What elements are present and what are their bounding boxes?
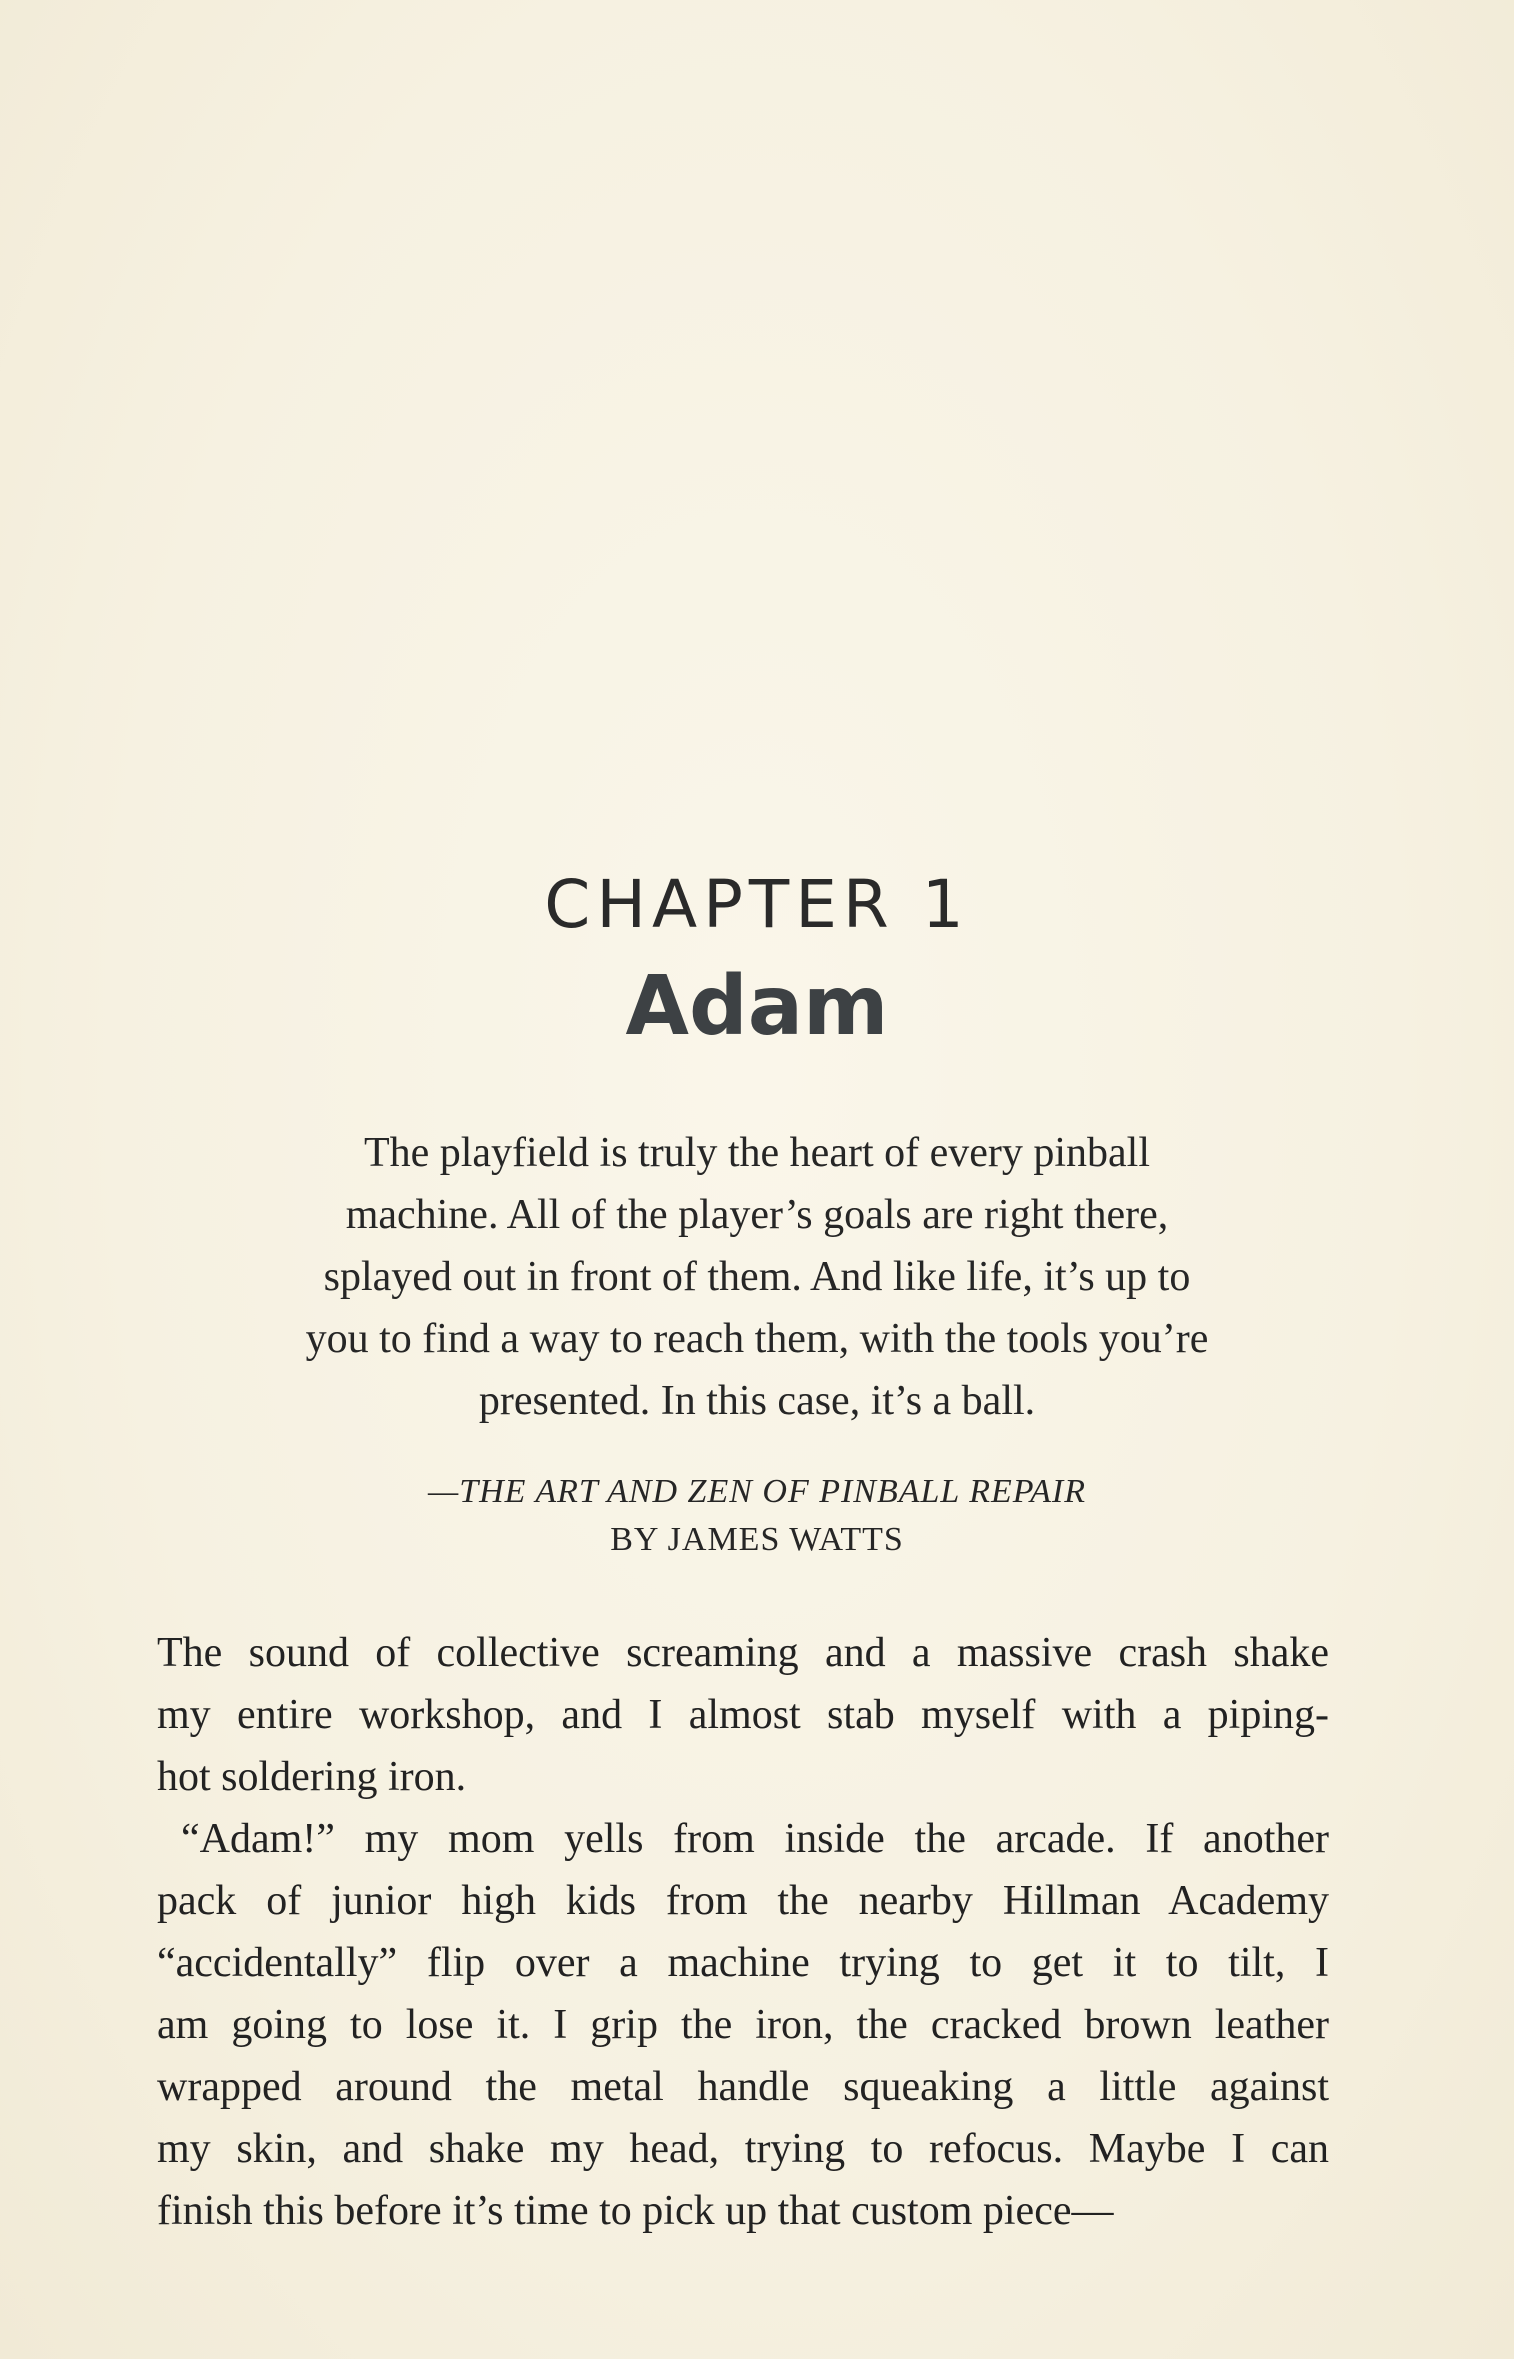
epigraph-attribution: [0, 1468, 1514, 1564]
epigraph-line: you to find a way to reach them, with the tools you’re: [305, 1316, 1209, 1362]
body-line: “Adam!” my mom yells from inside the arcade. If another: [181, 1816, 1329, 1862]
epigraph-source-title: —THE ART AND ZEN OF PINBALL REPAIR: [427, 1473, 1087, 1510]
body-line: pack of junior high kids from the nearby Hillman Academy: [157, 1878, 1329, 1924]
epigraph-source-author: BY JAMES WATTS: [610, 1521, 904, 1558]
body-line: finish this before it’s time to pick up that custom piece—: [157, 2188, 1114, 2234]
chapter-number: CHAPTER 1: [544, 866, 970, 943]
epigraph-line: machine. All of the player’s goals are right there,: [345, 1192, 1169, 1238]
chapter-title: Adam: [625, 959, 889, 1054]
body-line: hot soldering iron.: [157, 1754, 467, 1800]
body-line: am going to lose it. I grip the iron, the cracked brown leather: [157, 2002, 1329, 2048]
body-line: my entire workshop, and I almost stab myself with a piping-: [157, 1692, 1329, 1738]
epigraph-line: splayed out in front of them. And like life, it’s up to: [323, 1254, 1191, 1300]
body-text: [157, 1622, 1329, 2242]
body-line: “accidentally” flip over a machine trying to get it to tilt, I: [157, 1940, 1329, 1986]
body-line: my skin, and shake my head, trying to refocus. Maybe I can: [157, 2126, 1329, 2172]
epigraph-line: The playfield is truly the heart of every pinball: [363, 1130, 1151, 1176]
epigraph-line: presented. In this case, it’s a ball.: [478, 1378, 1036, 1424]
epigraph: [180, 1122, 1334, 1432]
body-line: The sound of collective screaming and a massive crash shake: [157, 1630, 1329, 1676]
body-line: wrapped around the metal handle squeaking a little against: [157, 2064, 1329, 2110]
